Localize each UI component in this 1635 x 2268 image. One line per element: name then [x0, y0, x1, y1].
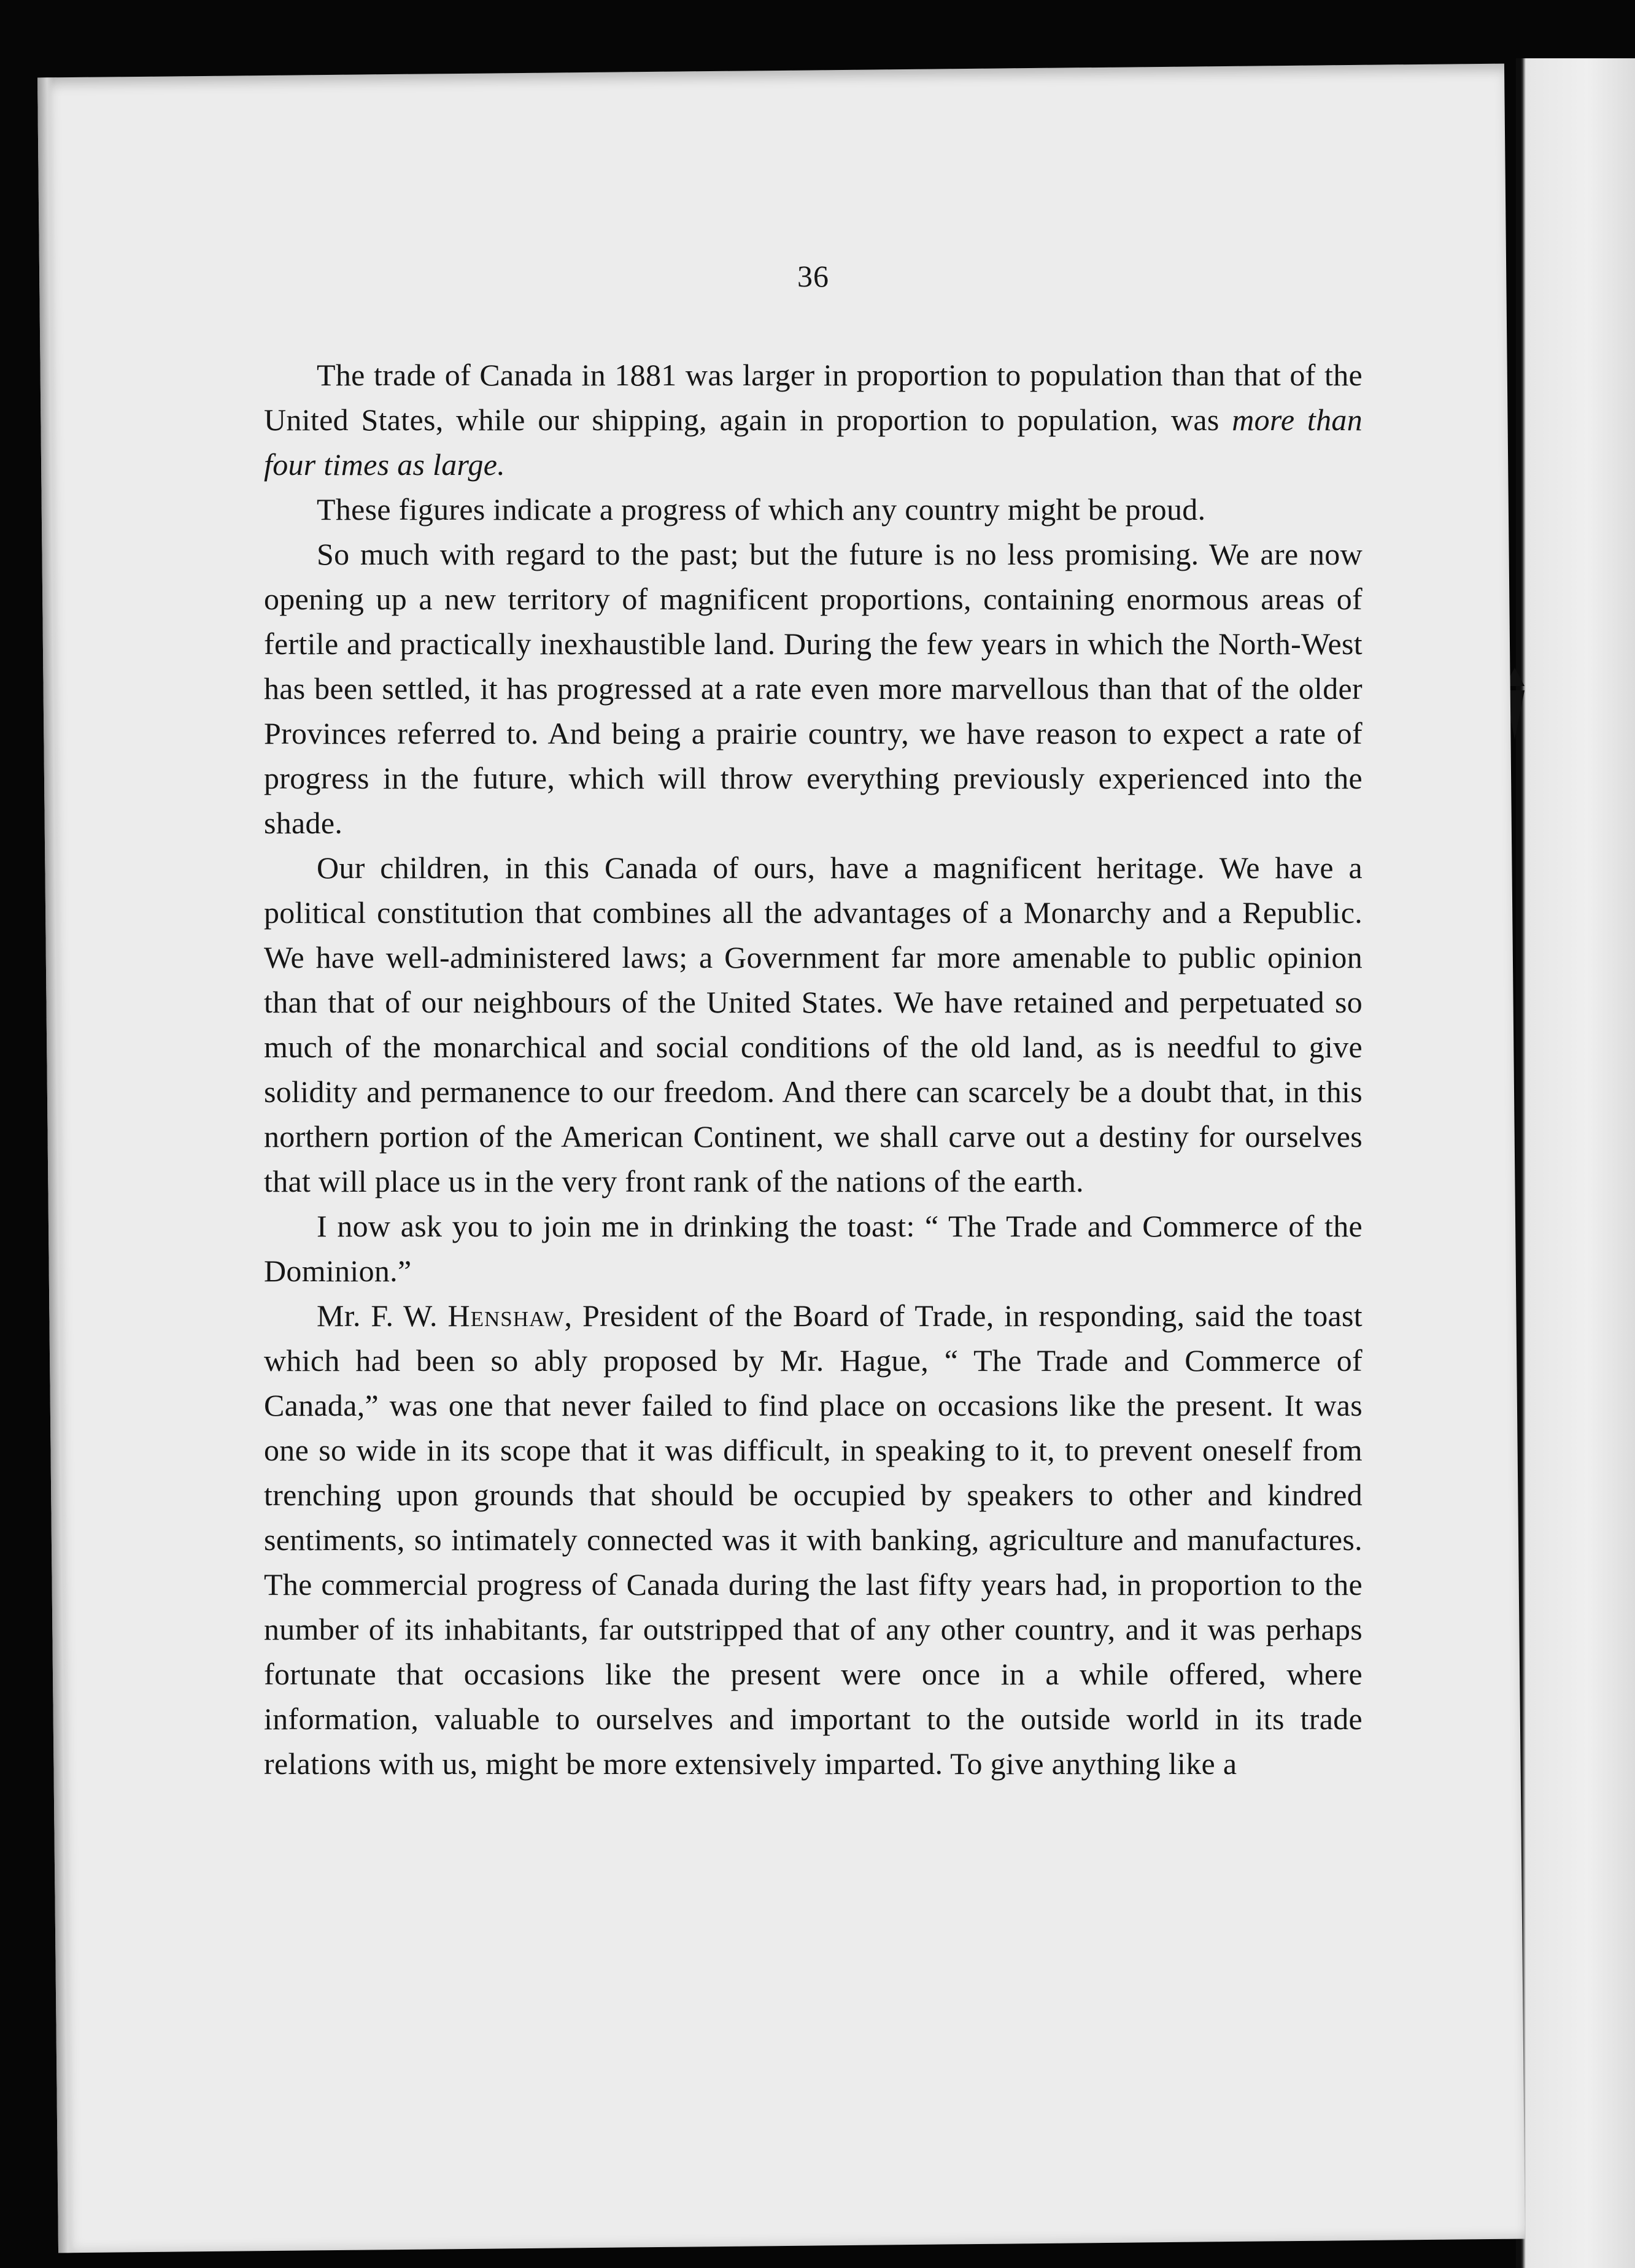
paragraph-text: Our children, in this Canada of ours, have a magnificent heritage. We have a political constitution that combines all the advantages of a Monarchy and a Republic. We have well-administered laws; a Government far more amenable to public opinion than that of our neighbours of the United States. We have retained and perpetuated so much of the monarchical and social conditions of the old land, as is needful to give solidity and permanence to our freedom. And there can scarcely be a doubt that, in this northern portion of the American Continent, we shall carve out a destiny for ourselves that will place us in the very front rank of the nations of the earth. [264, 850, 1362, 1198]
paragraph-future [264, 532, 1362, 846]
paragraph-text: The trade of Canada in 1881 was larger in proportion to population than that of the United States, while our shipping, again in proportion to population, was [264, 358, 1362, 437]
paragraph-text: Mr. F. W. [317, 1298, 448, 1333]
paragraph-text: , President of the Board of Trade, in responding, said the toast which had been so ably proposed by Mr. Hague, “ The Trade and Commerce of Canada,” was one that never failed to find place on occasions like the present. It was one so wide in its scope that it was difficult, in speaking to it, to prevent oneself from trenching upon grounds that should be occupied by speakers to other and kindred sentiments, so intimately connected was it with banking, agriculture and manufactures. The commercial progress of Canada during the last fifty years had, in proportion to the number of its inhabitants, far outstripped that of any other country, and it was perhaps fortunate that occasions like the present were once in a while offered, where information, valuable to ourselves and important to the outside world in its trade relations with us, might be more extensively imparted. To give anything like a [264, 1298, 1362, 1781]
italic-emphasis: more than four times as large. [264, 403, 1362, 482]
adjacent-page-strip [1516, 58, 1635, 2268]
paragraph-text: I now ask you to join me in drinking the toast: “ The Trade and Commerce of the Dominion.” [264, 1209, 1362, 1288]
paragraph-henshaw [264, 1294, 1362, 1786]
paragraph-figures [264, 487, 1362, 532]
paragraph-heritage [264, 846, 1362, 1204]
paragraph-trade-1881 [264, 353, 1362, 487]
page-edge-shadow [37, 77, 74, 2253]
paragraph-text: These figures indicate a progress of which any country might be proud. [317, 492, 1206, 526]
paragraph-toast [264, 1204, 1362, 1294]
page-text [264, 258, 1362, 1786]
paragraph-text: So much with regard to the past; but the future is no less promising. We are now opening up a new territory of magnificent proportions, containing enormous areas of fertile and practically inexhaustible land. During the few years in which the North-West has been settled, it has progressed at a rate even more marvellous than that of the older Provinces referred to. And being a prairie country, we have reason to expect a rate of progress in the future, which will throw everything previously experienced into the shade. [264, 537, 1362, 840]
page-number: 36 [797, 259, 829, 293]
speaker-name: Henshaw [447, 1298, 565, 1333]
